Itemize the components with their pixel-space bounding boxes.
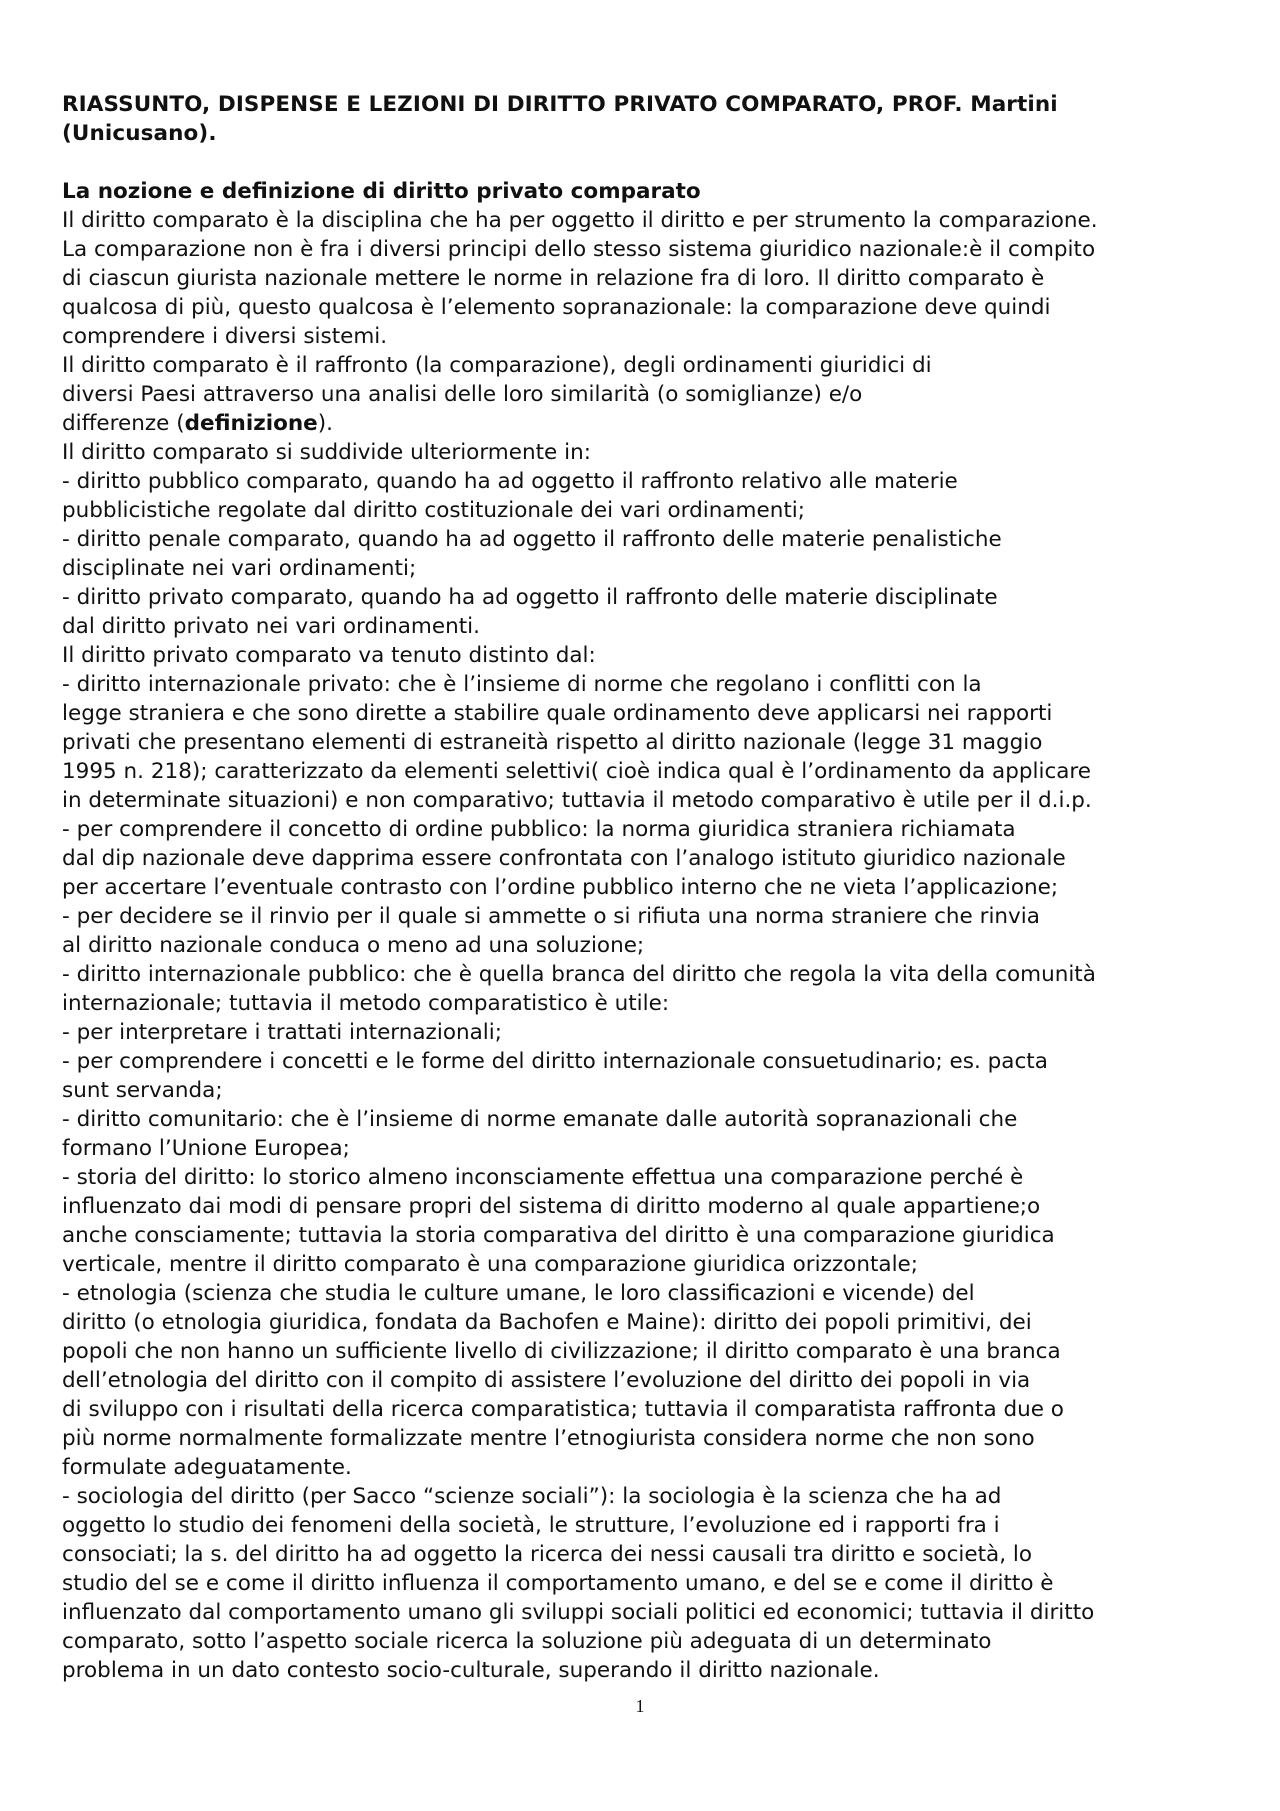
body-text [62, 206, 1212, 1685]
text-line: - diritto privato comparato, quando ha ad oggetto il raffronto delle materie disciplinate [62, 585, 998, 610]
page-number: 1 [635, 1696, 645, 1716]
text-line: - diritto comunitario: che è l’insieme di norme emanate dalle autorità sopranazionali che [62, 1107, 1018, 1132]
text-line: qualcosa di più, questo qualcosa è l’elemento sopranazionale: la comparazione deve quindi [62, 295, 1051, 320]
text-line: formulate adeguatamente. [62, 1455, 352, 1480]
text-line: internazionale; tuttavia il metodo comparatistico è utile: [62, 991, 670, 1016]
text-line: in determinate situazioni) e non comparativo; tuttavia il metodo comparativo è utile per il d.i.p. [62, 788, 1092, 813]
document-title [62, 90, 1212, 148]
text-line: - diritto pubblico comparato, quando ha ad oggetto il raffronto relativo alle materie [62, 469, 958, 494]
text-line: popoli che non hanno un sufficiente livello di civilizzazione; il diritto comparato è una branca [62, 1339, 1061, 1364]
text-line: sunt servanda; [62, 1078, 223, 1103]
text-line: - diritto penale comparato, quando ha ad oggetto il raffronto delle materie penalistiche [62, 527, 1002, 552]
text-line: influenzato dal comportamento umano gli sviluppi sociali politici ed economici; tuttavia il diritto [62, 1600, 1095, 1625]
text-line: Il diritto privato comparato va tenuto distinto dal: [62, 643, 596, 668]
text-line: influenzato dai modi di pensare propri del sistema di diritto moderno al quale appartiene;o [62, 1194, 1041, 1219]
text-line: dal dip nazionale deve dapprima essere confrontata con l’analogo istituto giuridico nazionale [62, 846, 1066, 871]
text-line: di sviluppo con i risultati della ricerca comparatistica; tuttavia il comparatista raffronta due o [62, 1397, 1064, 1422]
text-line: al diritto nazionale conduca o meno ad una soluzione; [62, 933, 645, 958]
text-line: - diritto internazionale pubblico: che è quella branca del diritto che regola la vita della comunità [62, 962, 1096, 987]
text-line: - per comprendere i concetti e le forme del diritto internazionale consuetudinario; es. pacta [62, 1049, 1048, 1074]
text-line: - per decidere se il rinvio per il quale si ammette o si rifiuta una norma straniere che rinvia [62, 904, 1040, 929]
definition-prefix: differenze ( [62, 411, 185, 436]
text-line: comparato, sotto l’aspetto sociale ricerca la soluzione più adeguata di un determinato [62, 1629, 992, 1654]
text-line: di ciascun giurista nazionale mettere le norme in relazione fra di loro. Il diritto comparato è [62, 266, 1045, 291]
blank-line [62, 148, 1212, 177]
text-line: privati che presentano elementi di estraneità rispetto al diritto nazionale (legge 31 maggio [62, 730, 1043, 755]
text-line: - sociologia del diritto (per Sacco “scienze sociali”): la sociologia è la scienza che ha ad [62, 1484, 1002, 1509]
text-line: - per comprendere il concetto di ordine pubblico: la norma giuridica straniera richiamata [62, 817, 1016, 842]
text-line: pubblicistiche regolate dal diritto costituzionale dei vari ordinamenti; [62, 498, 805, 523]
text-line: legge straniera e che sono dirette a stabilire quale ordinamento deve applicarsi nei rapporti [62, 701, 1053, 726]
text-line: consociati; la s. del diritto ha ad oggetto la ricerca dei nessi causali tra diritto e società, lo [62, 1542, 1033, 1567]
text-line: dell’etnologia del diritto con il compito di assistere l’evoluzione del diritto dei popoli in via [62, 1368, 1031, 1393]
text-line: - storia del diritto: lo storico almeno inconsciamente effettua una comparazione perché è [62, 1165, 1024, 1190]
text-line: comprendere i diversi sistemi. [62, 324, 388, 349]
text-line: più norme normalmente formalizzate mentre l’etnogiurista considera norme che non sono [62, 1426, 1035, 1451]
text-line: dal diritto privato nei vari ordinamenti. [62, 614, 480, 639]
text-line: 1995 n. 218); caratterizzato da elementi selettivi( cioè indica qual è l’ordinamento da applicare [62, 759, 1092, 784]
text-line: Il diritto comparato si suddivide ulteriormente in: [62, 440, 591, 465]
document-page [62, 90, 1212, 1685]
definition-suffix: ). [317, 411, 333, 436]
text-line: formano l’Unione Europea; [62, 1136, 350, 1161]
title-line: (Unicusano). [62, 121, 217, 146]
definition-term: definizione [184, 411, 318, 436]
text-line: anche consciamente; tuttavia la storia comparativa del diritto è una comparazione giuridica [62, 1223, 1055, 1248]
text-line: - etnologia (scienza che studia le culture umane, le loro classificazioni e vicende) del [62, 1281, 975, 1306]
text-line: per accertare l’eventuale contrasto con l’ordine pubblico interno che ne vieta l’applicazione; [62, 875, 1059, 900]
definition-line [62, 409, 1212, 438]
text-line: diritto (o etnologia giuridica, fondata da Bachofen e Maine): diritto dei popoli primitivi, dei [62, 1310, 1032, 1335]
text-line: - per interpretare i trattati internazionali; [62, 1020, 502, 1045]
text-line: Il diritto comparato è il raffronto (la comparazione), degli ordinamenti giuridici di [62, 353, 932, 378]
text-line: verticale, mentre il diritto comparato è una comparazione giuridica orizzontale; [62, 1252, 919, 1277]
text-line: problema in un dato contesto socio-culturale, superando il diritto nazionale. [62, 1658, 880, 1683]
title-line: RIASSUNTO, DISPENSE E LEZIONI DI DIRITTO PRIVATO COMPARATO, PROF. Martini [62, 92, 1058, 117]
text-line: diversi Paesi attraverso una analisi delle loro similarità (o somiglianze) e/o [62, 382, 863, 407]
text-line: oggetto lo studio dei fenomeni della società, le strutture, l’evoluzione ed i rapporti fra i [62, 1513, 1000, 1538]
text-line: La comparazione non è fra i diversi principi dello stesso sistema giuridico nazionale:è il compito [62, 237, 1096, 262]
section-heading: La nozione e definizione di diritto privato comparato [62, 179, 701, 204]
text-line: - diritto internazionale privato: che è l’insieme di norme che regolano i conflitti con la [62, 672, 982, 697]
text-line: disciplinate nei vari ordinamenti; [62, 556, 417, 581]
text-line: studio del se e come il diritto influenza il comportamento umano, e del se e come il diritto è [62, 1571, 1054, 1596]
text-line: Il diritto comparato è la disciplina che ha per oggetto il diritto e per strumento la comparazione. [62, 208, 1098, 233]
